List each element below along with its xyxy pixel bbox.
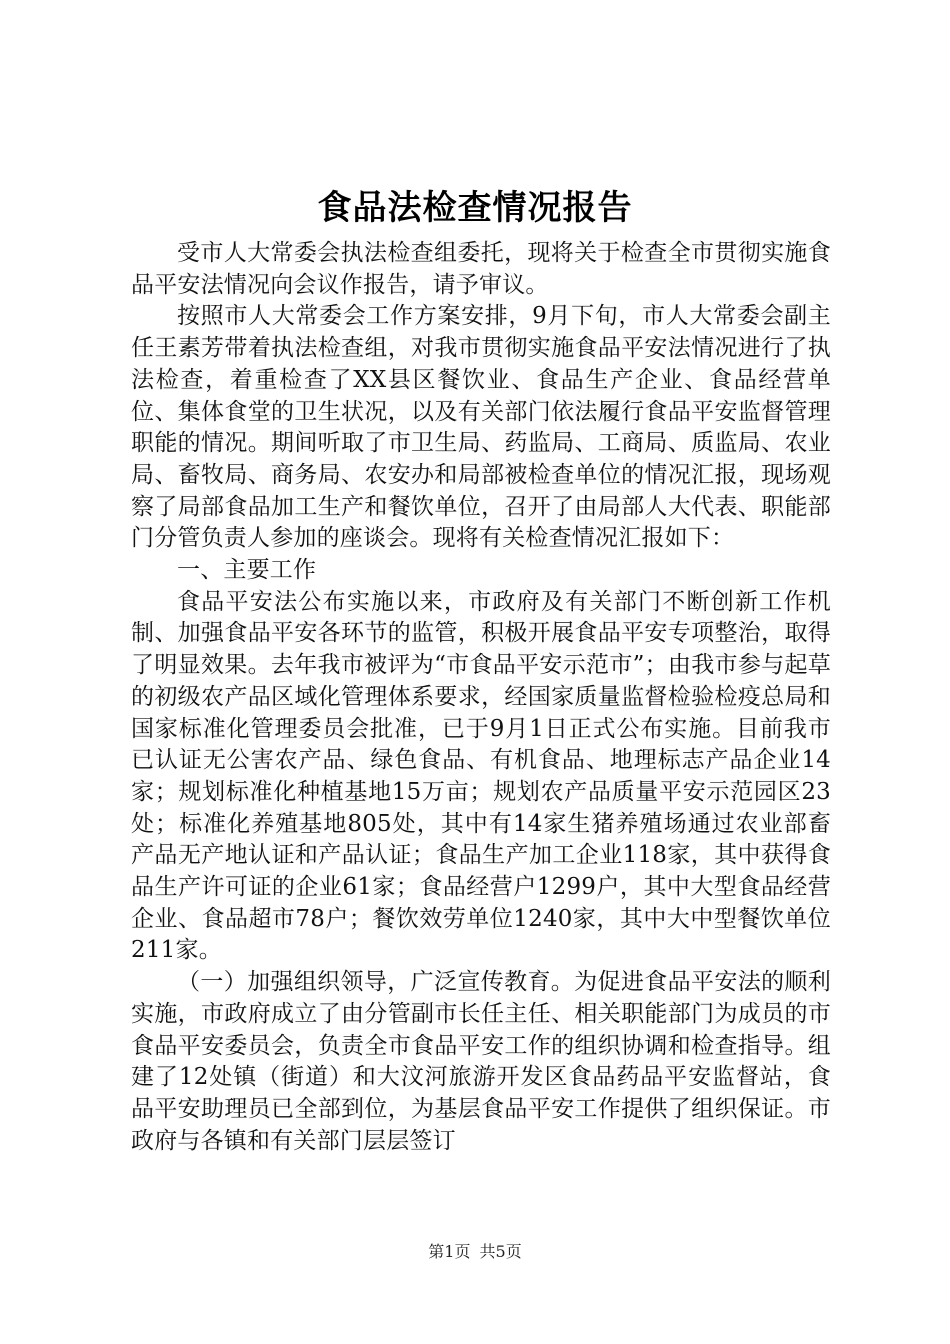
page-total: 共5页 [479,1242,522,1261]
document-title: 食品法检查情况报告 [317,188,633,228]
document-body [131,238,831,1157]
section-heading-main-work: 一、主要工作 [177,557,317,584]
paragraph-intro: 受市人大常委会执法检查组委托，现将关于检查全市贯彻实施食品平安法情况向会议作报告，请予审议。 [131,240,831,298]
paragraph-main-work: 食品平安法公布实施以来，市政府及有关部门不断创新工作机制、加强食品平安各环节的监管，积极开展食品平安专项整治，取得了明显效果。去年我市被评为“市食品平安示范市”；由我市参与起草的初级农产品区域化管理体系要求，经国家质量监督检验检疫总局和国家标准化管理委员会批准，已于9月1日正式公布实施。目前我市已认证无公害农产品、绿色食品、有机食品、地理标志产品企业14家；规划标准化种植基地15万亩；规划农产品质量平安示范园区23处；标准化养殖基地805处，其中有14家生猪养殖场通过农业部畜产品无产地认证和产品认证；食品生产加工企业118家，其中获得食品生产许可证的企业61家；食品经营户1299户，其中大型食品经营企业、食品超市78户；餐饮效劳单位1240家，其中大中型餐饮单位211家。 [131,588,831,964]
page-footer [0,1241,950,1263]
paragraph-organization-leadership: （一）加强组织领导，广泛宣传教育。为促进食品平安法的顺利实施，市政府成立了由分管副市长任主任、相关职能部门为成员的市食品平安委员会，负责全市食品平安工作的组织协调和检查指导。组建了12处镇（街道）和大汶河旅游开发区食品药品平安监督站，食品平安助理员已全部到位，为基层食品平安工作提供了组织保证。市政府与各镇和有关部门层层签订 [131,969,831,1154]
page-number: 第1页 [428,1242,471,1261]
paragraph-inspection-arrangement: 按照市人大常委会工作方案安排，9月下旬，市人大常委会副主任王素芳带着执法检查组，对我市贯彻实施食品平安法情况进行了执法检查，着重检查了XX县区餐饮业、食品生产企业、食品经营单位、集体食堂的卫生状况，以及有关部门依法履行食品平安监督管理职能的情况。期间听取了市卫生局、药监局、工商局、质监局、农业局、畜牧局、商务局、农安办和局部被检查单位的情况汇报，现场观察了局部食品加工生产和餐饮单位，召开了由局部人大代表、职能部门分管负责人参加的座谈会。现将有关检查情况汇报如下： [131,303,831,552]
